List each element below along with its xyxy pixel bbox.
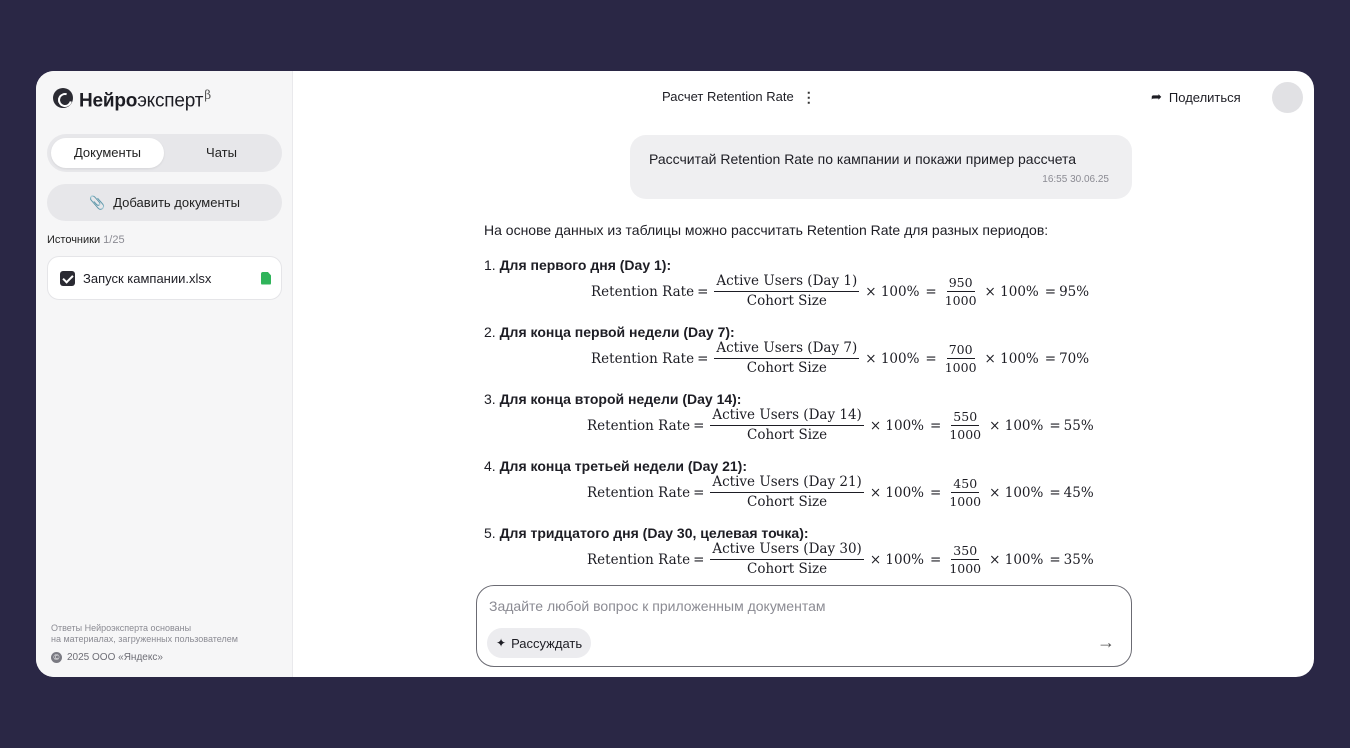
formula-step [484,324,1104,376]
equals-sign: = [1044,283,1057,300]
times-100-percent: × 100% [984,350,1039,367]
times-100-percent: × 100% [869,417,925,434]
sources-count: 1/25 [103,234,125,246]
times-100-percent: × 100% [869,484,925,501]
fraction-numerator: 950 [948,275,973,290]
fraction [710,474,863,511]
step-number: 2. [484,324,496,340]
fraction-denominator: 1000 [949,427,982,442]
main-panel [293,71,1314,677]
reasoning-label: Рассуждать [511,635,583,651]
fraction-denominator: Cohort Size [747,561,828,577]
copyright [51,652,163,663]
fraction-denominator: Cohort Size [746,360,827,376]
formula-step [484,257,1104,309]
equals-sign: = [693,417,705,434]
fraction-denominator: Cohort Size [746,293,827,309]
equals-sign: = [697,283,709,300]
sidebar [36,71,293,677]
fraction-numerator: Active Users (Day 21) [710,474,863,493]
share-label: Поделиться [1168,89,1241,105]
logo-text-bold: Нейро [79,90,138,112]
equals-sign: = [930,417,942,434]
equals-sign: = [930,484,942,501]
fraction [947,543,983,576]
step-title: Для первого дня (Day 1): [499,257,672,273]
user-message-text: Рассчитай Retention Rate по кампании и покажи пример рассчета [649,151,1077,167]
logo[interactable] [53,86,211,110]
send-arrow-icon[interactable]: → [1097,632,1115,652]
times-100-percent: × 100% [865,283,920,300]
formula-lhs: Retention Rate [587,551,691,568]
fraction-denominator: Cohort Size [747,494,828,510]
assistant-answer [484,222,1104,577]
source-file-name: Запуск кампании.xlsx [83,270,212,286]
logo-text-rest: эксперт [137,90,204,112]
magic-wand-icon: ✦ [496,636,507,650]
fraction [714,273,859,310]
retention-formula [587,407,1094,444]
equals-sign: = [1044,350,1057,367]
disclaimer-line-2: на материалах, загруженных пользователем [51,634,238,644]
formula-lhs: Retention Rate [591,283,695,300]
answer-intro: На основе данных из таблицы можно рассчитать Retention Rate для разных периодов: [484,222,1049,238]
sources-header [47,234,125,246]
share-button[interactable] [1151,89,1241,105]
formula-result: 35% [1063,551,1094,568]
chat-title: Расчет Retention Rate [662,89,794,104]
source-item[interactable] [47,256,282,300]
source-checkbox[interactable] [60,271,75,286]
tab-chats[interactable]: Чаты [206,145,237,160]
app-window [36,71,1314,677]
spreadsheet-icon [261,272,271,285]
step-number: 3. [484,391,496,407]
times-100-percent: × 100% [984,283,1039,300]
formula-step [484,391,1104,443]
formula-lhs: Retention Rate [587,484,691,501]
message-composer [476,585,1132,667]
avatar[interactable] [1272,82,1303,113]
equals-sign: = [693,484,705,501]
retention-formula [591,273,1089,310]
fraction [710,541,863,578]
user-message [630,135,1132,199]
neuroexpert-logo-icon [53,88,73,108]
fraction-numerator: 700 [948,342,973,357]
fraction-numerator: Active Users (Day 30) [710,541,863,560]
fraction-denominator: 1000 [949,561,982,576]
formula-step [484,525,1104,577]
step-title: Для конца третьей недели (Day 21): [499,458,747,474]
fraction-denominator: 1000 [944,360,977,375]
times-100-percent: × 100% [869,551,925,568]
formula-lhs: Retention Rate [591,350,695,367]
sources-label: Источники [47,234,101,246]
step-number: 5. [484,525,496,541]
fraction-numerator: 350 [953,543,978,558]
formula-step [484,458,1104,510]
fraction-denominator: 1000 [944,293,977,308]
formula-result: 55% [1063,417,1094,434]
retention-formula [591,340,1089,377]
times-100-percent: × 100% [865,350,920,367]
equals-sign: = [1049,417,1061,434]
step-title: Для тридцатого дня (Day 30, целевая точка): [499,525,809,541]
equals-sign: = [1049,484,1061,501]
fraction [947,409,983,442]
step-number: 4. [484,458,496,474]
fraction [943,342,979,375]
fraction [714,340,859,377]
fraction-denominator: 1000 [949,494,982,509]
question-input[interactable] [489,598,1089,614]
retention-formula [587,474,1094,511]
step-title: Для конца первой недели (Day 7): [499,324,735,340]
chat-header [662,89,816,104]
fraction-denominator: Cohort Size [747,427,828,443]
formula-result: 70% [1059,350,1090,367]
share-arrow-icon: ➦ [1151,89,1162,104]
fraction-numerator: Active Users (Day 1) [714,273,859,292]
step-number: 1. [484,257,496,273]
reasoning-toggle-button[interactable] [487,628,591,658]
tab-documents[interactable]: Документы [51,138,164,168]
add-documents-label: Добавить документы [113,195,240,210]
equals-sign: = [925,283,937,300]
more-options-icon[interactable]: ⋮ [801,88,816,105]
paperclip-icon: 📎 [89,194,106,210]
formula-lhs: Retention Rate [587,417,691,434]
equals-sign: = [925,350,937,367]
message-timestamp: 16:55 30.06.25 [1042,174,1109,185]
disclaimer [51,623,281,645]
fraction-numerator: Active Users (Day 7) [714,340,859,359]
fraction-numerator: 550 [953,409,978,424]
copyright-icon: © [51,652,62,663]
add-documents-button[interactable] [47,184,282,221]
fraction-numerator: 450 [953,476,978,491]
fraction-numerator: Active Users (Day 14) [710,407,863,426]
equals-sign: = [697,350,709,367]
sidebar-tabs [47,134,282,172]
times-100-percent: × 100% [989,484,1044,501]
formula-result: 45% [1063,484,1094,501]
copyright-text: 2025 ООО «Яндекс» [67,652,163,663]
beta-badge: β [204,87,211,102]
times-100-percent: × 100% [989,417,1044,434]
retention-formula [587,541,1094,578]
equals-sign: = [693,551,705,568]
fraction [710,407,863,444]
equals-sign: = [1049,551,1061,568]
fraction [943,275,979,308]
formula-result: 95% [1059,283,1090,300]
fraction [947,476,983,509]
disclaimer-line-1: Ответы Нейроэксперта основаны [51,623,192,633]
step-title: Для конца второй недели (Day 14): [499,391,742,407]
times-100-percent: × 100% [989,551,1044,568]
equals-sign: = [930,551,942,568]
